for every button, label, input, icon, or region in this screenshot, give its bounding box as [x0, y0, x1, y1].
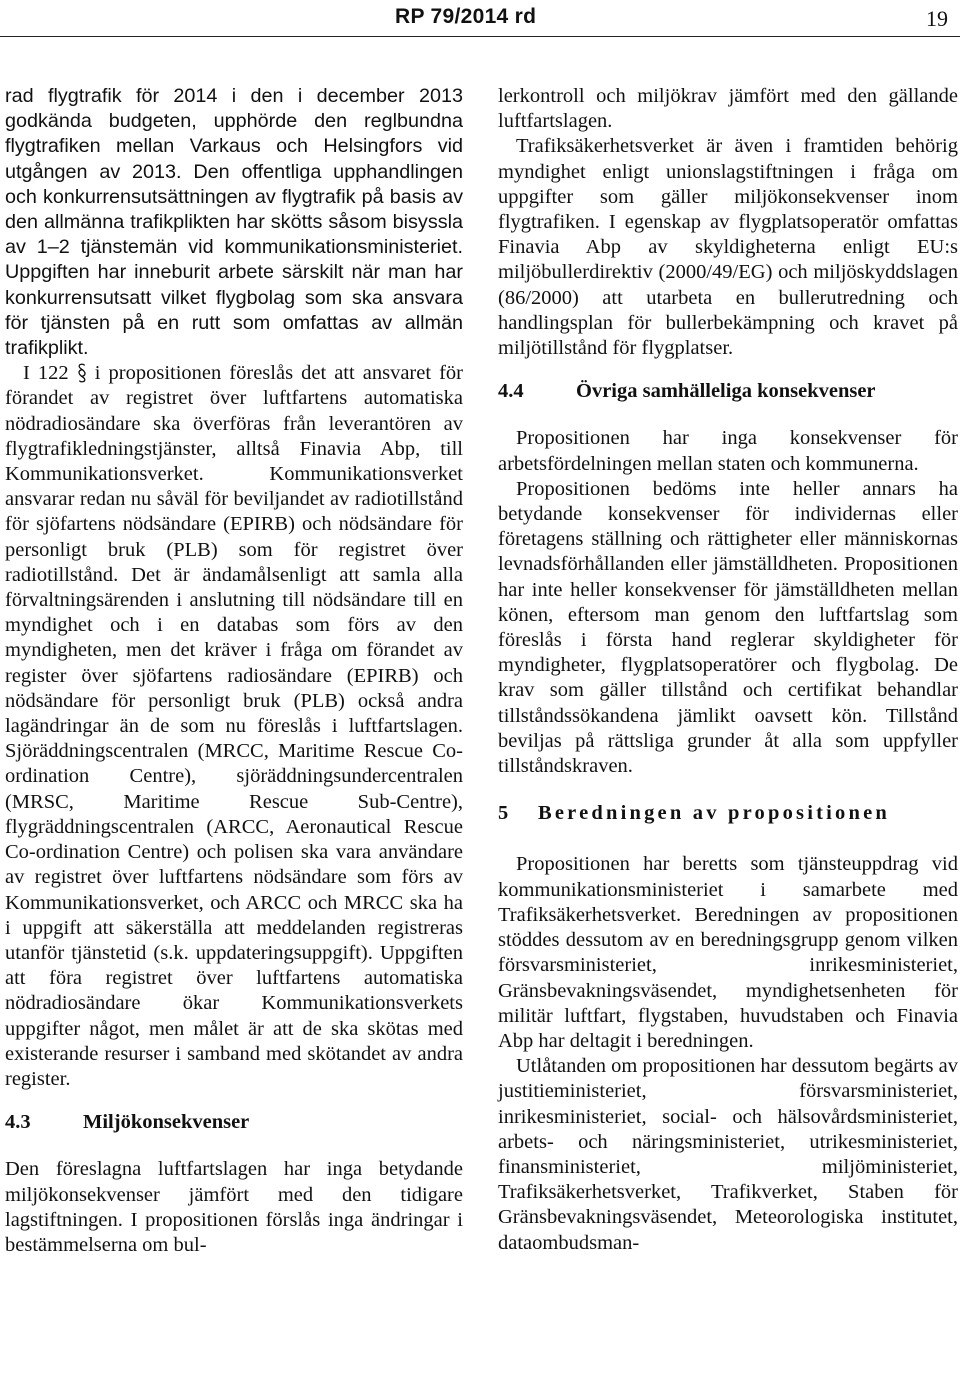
paragraph: Den föreslagna luftfartslagen har inga betydande miljökonsekvenser jämfört med den tidigare lagstiftningen. I propositionen förslås inga ändringar i bestämmelserna om bul-: [5, 1158, 463, 1256]
right-column: [498, 84, 958, 1256]
section-sign-icon: [77, 362, 87, 384]
section-number: 4.4: [498, 380, 524, 403]
paragraph: Propositionen bedöms inte heller annars ha betydande konsekvenser för individernas eller företagens ställning och rättigheter eller människornas levnadsförhållanden eller jämställdheten. Propositionen har inte heller konsekvenser för jämställdheten mellan könen, eftersom man genom den luftfartslag som föreslås i första hand reglerar skyldigheter för myndigheter, flygplatsoperatörer och flygbolag. De krav som gäller tillstånd och certifikat behandlar tillståndssökandena jämlikt oavsett kön. Tillstånd beviljas på rättsliga grunder åt alla som uppfyller tillståndskraven.: [498, 477, 958, 778]
chapter-number: 5: [498, 802, 509, 825]
section-title: Övriga samhälleliga konsekvenser: [576, 380, 876, 403]
paragraph: Propositionen har inga konsekvenser för arbetsfördelningen mellan staten och kommunerna.: [498, 427, 958, 475]
chapter-heading-5: [498, 801, 958, 826]
section-number: 4.3: [5, 1111, 31, 1134]
section-heading-4-3: [5, 1110, 463, 1135]
section-heading-4-4: [498, 379, 958, 404]
header-rule: [0, 36, 960, 37]
chapter-title: Beredningen av propositionen: [538, 802, 890, 825]
paragraph: Utlåtanden om propositionen har dessutom begärts av justitieministeriet, försvarsministeriet, inrikesministeriet, social- och hälsovårdsministeriet, arbets- och näringsministeriet, utrikesministeriet, finansministeriet, miljöministeriet, Trafiksäkerhetsverket, Trafikverket, Staben för Gränsbevakningsväsendet, Meteorologiska institutet, dataombudsman-: [498, 1055, 958, 1254]
document-id: RP 79/2014 rd: [395, 5, 537, 28]
section-title: Miljökonsekvenser: [83, 1111, 250, 1134]
paragraph: lerkontroll och miljökrav jämfört med den gällande luftfartslagen.: [498, 85, 958, 133]
paragraph: Trafiksäkerhetsverket är även i framtiden behörig myndighet enligt unionslagstiftningen i fråga om uppgifter som gäller miljökonsekvenser inom flygtrafiken. I egenskap av flygplatsoperatör omfattas Finavia Abp av skyldigheterna enligt EU:s miljöbullerdirektiv (2000/49/EG) och miljöskyddslagen (86/2000) att utarbeta en bullerutredning och handlingsplan för bullerbekämpning och kravet på miljötillstånd för flygplatser.: [498, 135, 958, 360]
page-number: 19: [926, 6, 948, 31]
paragraph: [5, 361, 463, 1092]
paragraph-text: i propositionen föreslås det att ansvaret för förandet av registret över luftfartens automatiska nödradiosändare ska överföras från leverantören av flygtrafikledningstjänster, alltså Finavia Abp, till Kommunikationsverket. Kommunikationsverket ansvarar redan nu såväl för beviljandet av radiotillstånd för sjöfartens nödsändare (EPIRB) och nödsändare för personligt bruk (PLB) som för registret över radiotillstånd. Det är ändamålsenligt att samla alla förvaltningsärenden i anslutning till nödsändare till en myndighet och i en databas som förs av den myndigheten, men det kräver i fråga om förandet av register över sjöfartens radiosändare (EPIRB) och nödsändare för personligt bruk (PLB) också andra lagändringar än de som nu föreslås i luftfartslagen. Sjöräddningscentralen (MRCC, Maritime Rescue Co-ordination Centre), sjöräddningsundercentralen (MRSC, Maritime Rescue Sub-Centre), flygräddningscentralen (ARCC, Aeronautical Rescue Co-ordination Centre) och polisen ska vara användare av registret över luftfartens nödsändare som förs av Kommunikationsverket, och ARCC och MRCC ska ha i uppgift att säkerställa att meddelanden registreras utanför tjänstetid (s.k. uppdateringsuppgift). Uppgiften att föra registret över luftfartens automatiska nödradiosändare ökar Kommunikationsverkets uppgifter något, men målet är att de ska skötas med existerande resurser i samband med skötandet av andra register.: [5, 362, 464, 1090]
paragraph: Propositionen har beretts som tjänsteuppdrag vid kommunikationsministeriet i samarbete med Trafiksäkerhetsverket. Beredningen av propositionen stöddes dessutom av en beredningsgrupp genom vilken försvarsministeriet, inrikesministeriet, Gränsbevakningsväsendet, myndighetsenheten för militär luftfart, flygstaben, huvudstaben och Finavia Abp har deltagit i beredningen.: [498, 853, 958, 1052]
paragraph: rad flygtrafik för 2014 i den i december 2013 godkända budgeten, upphörde den reglbundna flygtrafiken mellan Varkaus och Helsingfors vid utgången av 2013. Den offentliga upphandlingen och konkurrensutsättningen av flygtrafik på basis av den allmänna trafikplikten har skötts såsom bisyssla av 1–2 tjänstemän vid kommunikationsministeriet. Uppgiften har inneburit arbete särskilt när man har konkurrensutsatt vilket flygbolag som ska ansvara för tjänsten på en rutt som omfattas av allmän trafikplikt.: [5, 85, 463, 360]
page-header: [0, 0, 960, 40]
paragraph-text: I 122: [23, 362, 69, 385]
left-column: [5, 84, 463, 1258]
